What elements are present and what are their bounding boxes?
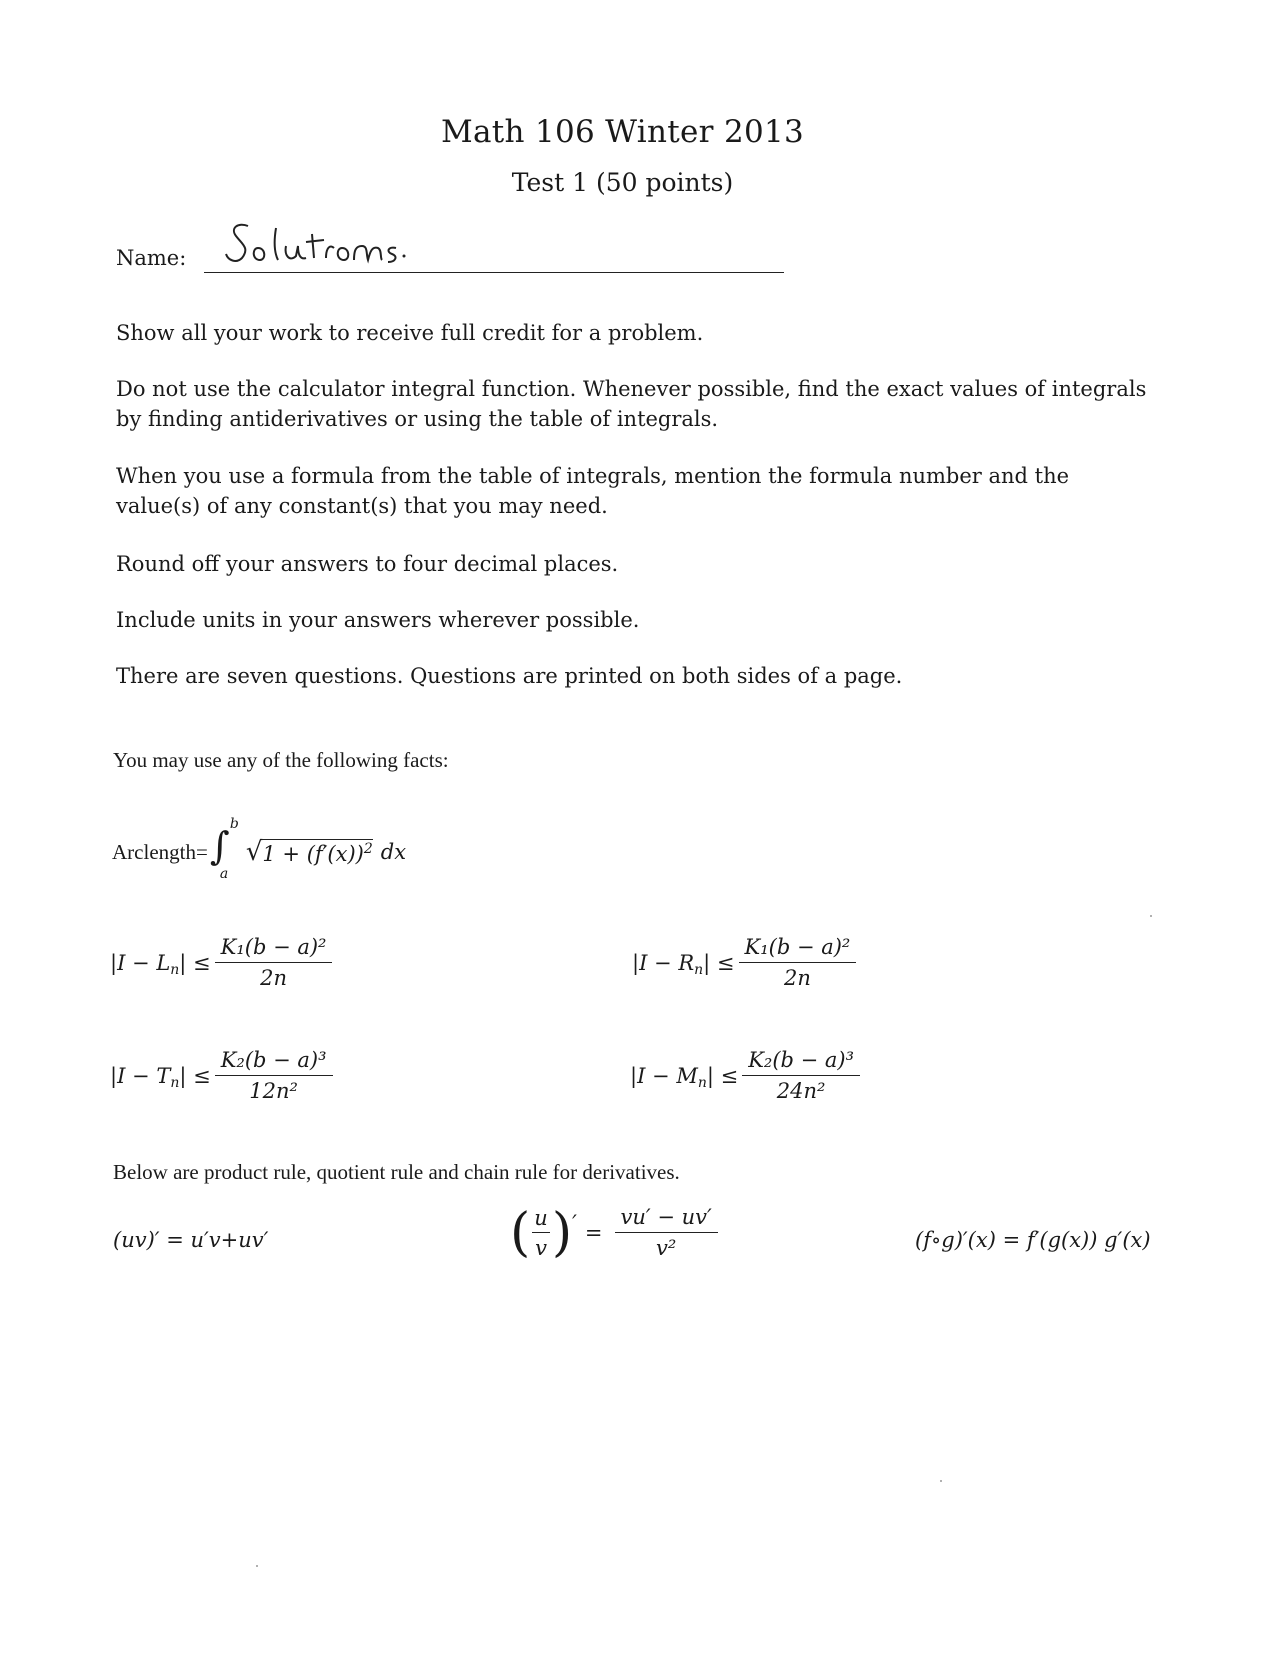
quotient-rule: ( $\frac{u}{v}$ ) ′ = $\frac{vu' - uv'}{\text{v²}}$ bbox=[510, 1205, 722, 1260]
facts-intro: You may use any of the following facts: bbox=[113, 748, 449, 772]
arclength-integrand: $1 + (f'(x))^2$ bbox=[262, 840, 373, 866]
test-subtitle: Test 1 (50 points) bbox=[511, 168, 734, 197]
instruction-1: Show all your work to receive full credit for a problem. bbox=[116, 321, 704, 345]
trapezoid-error-bound: $|I - T_n|$ ≤ $\frac{\text{K₂(b − a)³}}{\text{12n²}}$ bbox=[110, 1048, 337, 1103]
chain-rule: (f∘g)′(x) = f′(g(x)) g′(x) bbox=[915, 1228, 1151, 1252]
arclength-label: Arclength= bbox=[112, 839, 208, 864]
right-sum-error-bound: $|I - R_n|$ ≤ $\frac{\text{K₁(b − a)²}}{2n}$ bbox=[632, 935, 860, 990]
name-line bbox=[204, 272, 784, 273]
arclength-dx: dx bbox=[380, 840, 407, 864]
page-title: Math 106 Winter 2013 bbox=[440, 114, 805, 150]
instruction-5: Include units in your answers wherever possible. bbox=[116, 608, 640, 632]
sqrt-sign: √ bbox=[245, 837, 263, 867]
scan-speck bbox=[256, 1565, 258, 1567]
instruction-4: Round off your answers to four decimal places. bbox=[116, 552, 619, 576]
handwritten-signature bbox=[220, 218, 410, 270]
scan-speck bbox=[1150, 915, 1152, 917]
instruction-3: When you use a formula from the table of integrals, mention the formula number and the value(s) of any constant(s) that you may need. bbox=[116, 464, 1070, 518]
midpoint-error-bound: $|I - M_n|$ ≤ $\frac{\text{K₂(b − a)³}}{\text{24n²}}$ bbox=[630, 1048, 864, 1103]
instruction-6: There are seven questions. Questions are printed on both sides of a page. bbox=[116, 664, 903, 688]
arclength-formula bbox=[112, 816, 407, 882]
name-row bbox=[116, 218, 786, 278]
integral-sign: ∫ b a bbox=[209, 816, 239, 882]
product-rule: (uv)′ = u′v+uv′ bbox=[113, 1228, 269, 1252]
name-label: Name: bbox=[116, 246, 187, 270]
instruction-2: Do not use the calculator integral function. Whenever possible, find the exact values of integrals by finding antiderivatives or using the table of integrals. bbox=[116, 377, 1147, 431]
left-sum-error-bound: $|I - L_n|$ ≤ $\frac{\text{K₁(b − a)²}}{2n}$ bbox=[110, 935, 336, 990]
scan-speck bbox=[940, 1480, 942, 1482]
rules-intro: Below are product rule, quotient rule and chain rule for derivatives. bbox=[113, 1160, 680, 1184]
